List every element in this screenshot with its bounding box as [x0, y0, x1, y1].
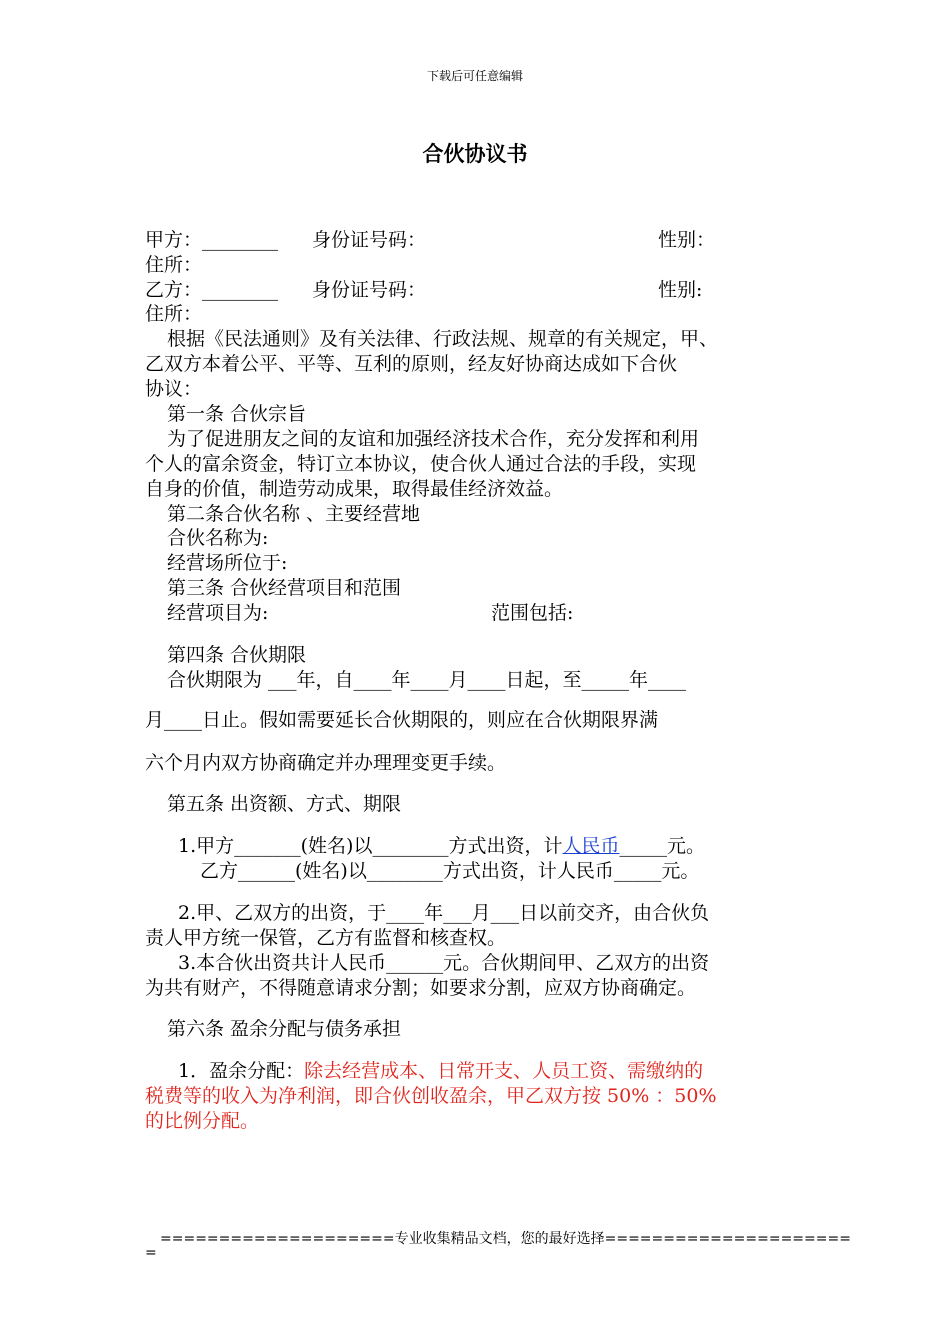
- article-5-heading: 第五条 出资额、方式、期限: [167, 793, 402, 815]
- article-1-heading: 第一条 合伙宗旨: [167, 403, 307, 425]
- party-b-id-label: 身份证号码：: [312, 279, 427, 301]
- article-1-line: 个人的富余资金，特订立本协议，使合伙人通过合法的手段，实现: [145, 453, 697, 475]
- party-a-address-label: 住所：: [145, 254, 203, 276]
- article-6-heading: 第六条 盈余分配与债务承担: [167, 1018, 402, 1040]
- profit-distribution-label: 1．盈余分配：: [178, 1060, 305, 1082]
- party-a-id-label: 身份证号码：: [312, 229, 427, 251]
- article-3-heading: 第三条 合伙经营项目和范围: [167, 577, 402, 599]
- intro-line: 乙双方本着公平、平等、互利的原则，经友好协商达成如下合伙: [145, 353, 678, 375]
- article-4-line: 六个月内双方协商确定并办理理变更手续。: [145, 752, 507, 774]
- partnership-name-label: 合伙名称为:: [167, 527, 269, 549]
- article-4-line: 月____日止。假如需要延长合伙期限的，则应在合伙期限界满: [145, 709, 659, 731]
- article-2-heading: 第二条合伙名称 、主要经营地: [167, 503, 421, 525]
- intro-line: 协议：: [145, 378, 203, 400]
- document-title: 合伙协议书: [422, 141, 528, 166]
- article-4-heading: 第四条 合伙期限: [167, 644, 307, 666]
- article-1-line: 自身的价值，制造劳动成果，取得最佳经济效益。: [145, 478, 564, 500]
- article-5-item-3: 3.本合伙出资共计人民币______元。合伙期间甲、乙双方的出资: [178, 952, 710, 974]
- party-b-label: 乙方：________: [145, 279, 279, 301]
- article-1-line: 为了促进朋友之间的友谊和加强经济技术合作，充分发挥和利用: [167, 428, 700, 450]
- profit-distribution-text: 除去经营成本、日常开支、人员工资、需缴纳的: [304, 1060, 704, 1082]
- item-1a-text: 1.甲方_______(姓名)以________方式出资，计: [178, 835, 563, 857]
- footer-line: ====================专业收集精品文档，您的最好选择=====================: [160, 1231, 851, 1247]
- business-project-label: 经营项目为:: [167, 602, 269, 624]
- business-place-label: 经营场所位于:: [167, 552, 288, 574]
- article-6-item-1-line: 税费等的收入为净利润，即合伙创收盈余，甲乙双方按 50% ：50%: [145, 1085, 717, 1107]
- article-5-item-3: 为共有财产，不得随意请求分割；如要求分割，应双方协商确定。: [145, 977, 697, 999]
- article-6-item-1-line: 的比例分配。: [145, 1110, 260, 1132]
- article-5-item-2: 2.甲、乙双方的出资，于____年___月___日以前交齐，由合伙负: [178, 902, 710, 924]
- party-b-gender-label: 性别:: [658, 279, 703, 301]
- header-note: 下载后可任意编辑: [426, 69, 523, 83]
- article-6-item-1: [178, 1059, 703, 1084]
- article-4-line: 合伙期限为 ___年，自____年____月____日起，至_____年____: [167, 669, 687, 691]
- party-b-address-label: 住所：: [145, 303, 203, 325]
- footer-line: =: [145, 1245, 157, 1261]
- article-5-item-1a: [178, 834, 705, 859]
- party-a-label: 甲方：________: [145, 229, 279, 251]
- article-5-item-2: 责人甲方统一保管，乙方有监督和核查权。: [145, 927, 507, 949]
- item-1a-tail: _____元。: [619, 835, 705, 857]
- party-a-gender-label: 性别：: [658, 229, 716, 251]
- intro-line: 根据《民法通则》及有关法律、行政法规、规章的有关规定，甲、: [167, 328, 719, 350]
- rmb-link[interactable]: 人民币: [562, 835, 620, 857]
- article-5-item-1b: 乙方______(姓名)以________方式出资，计人民币_____元。: [200, 860, 700, 882]
- business-scope-label: 范围包括:: [491, 602, 574, 624]
